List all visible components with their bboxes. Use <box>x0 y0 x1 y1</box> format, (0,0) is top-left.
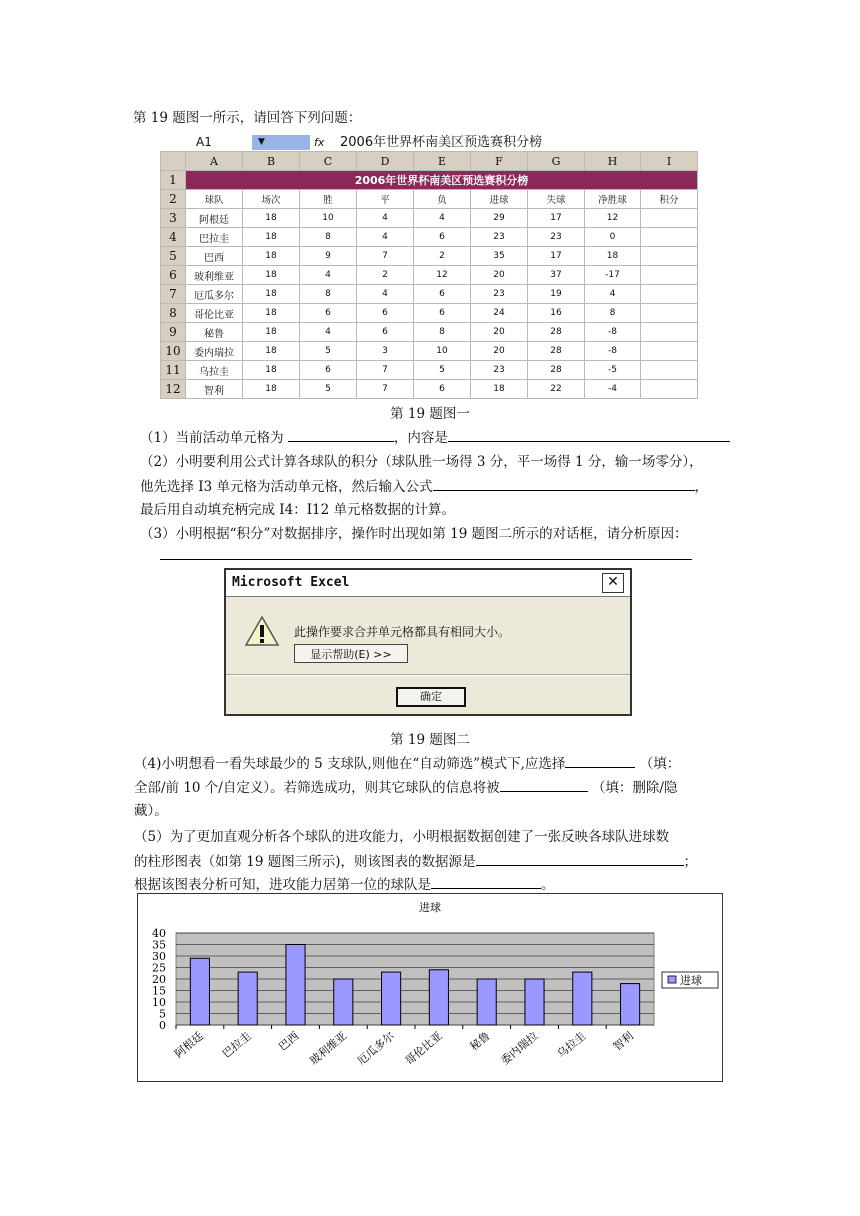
data-cell[interactable]: 28 <box>528 323 585 342</box>
header-cell[interactable]: 净胜球 <box>585 190 641 209</box>
header-cell[interactable]: 积分 <box>641 190 698 209</box>
question-2-line3: 最后用自动填充柄完成 I4：I12 单元格数据的计算。 <box>140 502 456 518</box>
data-cell[interactable]: 8 <box>414 323 471 342</box>
data-cell[interactable]: 20 <box>471 266 528 285</box>
close-icon[interactable]: ✕ <box>602 573 624 593</box>
answer-line-3 <box>160 559 692 560</box>
y-tick-label: 15 <box>152 984 166 998</box>
data-cell[interactable]: 17 <box>528 247 585 266</box>
data-cell[interactable]: 20 <box>471 342 528 361</box>
data-cell[interactable]: 12 <box>414 266 471 285</box>
bar <box>525 979 544 1025</box>
row-header[interactable]: 7 <box>161 285 186 304</box>
question-4-line1 <box>134 752 680 775</box>
data-cell[interactable]: 18 <box>243 266 300 285</box>
formula-bar <box>160 135 700 151</box>
dialog-divider <box>226 674 630 676</box>
data-cell[interactable]: 18 <box>243 323 300 342</box>
x-tick-label: 乌拉圭 <box>554 1029 589 1061</box>
x-tick-label: 阿根廷 <box>172 1029 206 1061</box>
question-intro: 第 19 题图一所示，请回答下列问题： <box>133 110 362 126</box>
data-cell[interactable]: 18 <box>471 380 528 399</box>
data-cell[interactable]: 乌拉圭 <box>186 361 243 380</box>
data-cell[interactable]: 28 <box>528 361 585 380</box>
answer-blank-4a <box>565 752 635 768</box>
question-4-text-c: 全部/前 10 个/自定义）。若筛选成功，则其它球队的信息将被 <box>134 780 500 796</box>
answer-blank-5a <box>476 850 684 866</box>
data-cell[interactable] <box>641 247 698 266</box>
data-cell[interactable] <box>641 266 698 285</box>
legend-label: 进球 <box>680 974 702 987</box>
data-cell[interactable]: 18 <box>585 247 641 266</box>
warning-icon <box>244 614 280 648</box>
data-cell[interactable]: 8 <box>300 285 357 304</box>
data-cell[interactable]: 4 <box>357 209 414 228</box>
data-cell[interactable]: 厄瓜多尔 <box>186 285 243 304</box>
data-cell[interactable]: 6 <box>414 285 471 304</box>
data-cell[interactable] <box>641 323 698 342</box>
y-tick-label: 20 <box>152 973 166 986</box>
y-tick-label: 25 <box>152 961 166 975</box>
question-4-text-a: （4)小明想看一看失球最少的 5 支球队,则他在“自动筛选”模式下,应选择 <box>134 756 566 772</box>
header-cell[interactable]: 负 <box>414 190 471 209</box>
header-cell[interactable]: 场次 <box>243 190 300 209</box>
y-tick-label: 40 <box>152 927 166 940</box>
bar <box>382 972 401 1025</box>
data-cell[interactable]: 6 <box>357 323 414 342</box>
data-cell[interactable]: 5 <box>300 342 357 361</box>
data-cell[interactable]: 6 <box>414 304 471 323</box>
row-header[interactable]: 5 <box>161 247 186 266</box>
sheet-row <box>161 190 698 209</box>
column-header-g[interactable]: G <box>528 152 585 171</box>
data-cell[interactable]: 29 <box>471 209 528 228</box>
column-header-c[interactable]: C <box>300 152 357 171</box>
chart-svg <box>138 894 722 1081</box>
data-cell[interactable]: 18 <box>243 361 300 380</box>
ok-button[interactable]: 确定 <box>396 687 466 707</box>
table-row <box>161 323 698 342</box>
question-5-punct-b: ； <box>683 854 698 870</box>
bar <box>429 970 448 1025</box>
data-cell[interactable]: 5 <box>300 380 357 399</box>
data-cell[interactable]: 秘鲁 <box>186 323 243 342</box>
data-cell[interactable] <box>641 228 698 247</box>
data-cell[interactable]: 8 <box>585 304 641 323</box>
legend-swatch <box>668 976 676 983</box>
data-cell[interactable]: 6 <box>300 304 357 323</box>
data-cell[interactable]: 18 <box>243 285 300 304</box>
data-cell[interactable]: 智利 <box>186 380 243 399</box>
header-cell[interactable]: 胜 <box>300 190 357 209</box>
excel-dialog <box>224 568 632 716</box>
answer-blank-5b <box>431 873 541 889</box>
worksheet-grid <box>160 151 698 399</box>
show-help-button[interactable]: 显示帮助(E) >> <box>294 644 408 663</box>
y-tick-label: 35 <box>152 938 166 952</box>
bar <box>334 979 353 1025</box>
table-row <box>161 285 698 304</box>
data-cell[interactable]: 阿根廷 <box>186 209 243 228</box>
row-header[interactable]: 9 <box>161 323 186 342</box>
bar <box>286 945 305 1026</box>
header-cell[interactable]: 平 <box>357 190 414 209</box>
data-cell[interactable]: -17 <box>585 266 641 285</box>
data-cell[interactable]: 玻利维亚 <box>186 266 243 285</box>
data-cell[interactable]: 4 <box>357 285 414 304</box>
data-cell[interactable]: 9 <box>300 247 357 266</box>
data-cell[interactable]: -8 <box>585 323 641 342</box>
data-cell[interactable]: -8 <box>585 342 641 361</box>
row-header[interactable]: 12 <box>161 380 186 399</box>
data-cell[interactable]: 18 <box>243 304 300 323</box>
data-cell[interactable]: 7 <box>357 247 414 266</box>
answer-blank-1a <box>288 426 394 442</box>
data-cell[interactable]: 20 <box>471 323 528 342</box>
bar <box>238 972 257 1025</box>
header-cell[interactable]: 失球 <box>528 190 585 209</box>
bar <box>621 984 640 1025</box>
y-tick-label: 5 <box>159 1007 166 1021</box>
data-cell[interactable]: 16 <box>528 304 585 323</box>
chart-title: 进球 <box>419 901 441 914</box>
data-cell[interactable]: 6 <box>414 228 471 247</box>
data-cell[interactable]: 22 <box>528 380 585 399</box>
row-header[interactable]: 10 <box>161 342 186 361</box>
data-cell[interactable] <box>641 285 698 304</box>
x-tick-label: 巴拉圭 <box>219 1029 254 1061</box>
column-header-e[interactable]: E <box>414 152 471 171</box>
data-cell[interactable]: 19 <box>528 285 585 304</box>
data-cell[interactable] <box>641 209 698 228</box>
question-2-text: 他先选择 I3 单元格为活动单元格，然后输入公式 <box>140 479 433 495</box>
sheet-row <box>161 171 698 190</box>
fx-icon: fx <box>314 136 325 149</box>
data-cell[interactable]: 10 <box>300 209 357 228</box>
table-row <box>161 361 698 380</box>
y-tick-label: 0 <box>159 1019 166 1032</box>
column-header-h[interactable]: H <box>585 152 641 171</box>
data-cell[interactable]: 巴拉圭 <box>186 228 243 247</box>
data-cell[interactable]: 18 <box>243 247 300 266</box>
data-cell[interactable]: 12 <box>585 209 641 228</box>
figure2-caption: 第 19 题图二 <box>390 732 470 748</box>
header-cell[interactable]: 球队 <box>186 190 243 209</box>
data-cell[interactable]: 18 <box>243 342 300 361</box>
data-cell[interactable]: 17 <box>528 209 585 228</box>
question-5-text-c: 根据该图表分析可知，进攻能力居第一位的球队是 <box>134 877 431 893</box>
data-cell[interactable]: 4 <box>585 285 641 304</box>
data-cell[interactable]: 4 <box>414 209 471 228</box>
data-cell[interactable]: 0 <box>585 228 641 247</box>
table-row <box>161 247 698 266</box>
question-1 <box>140 426 730 449</box>
question-2-line2 <box>140 475 708 498</box>
question-4-text-d: （填：删除/隐 <box>591 780 678 796</box>
goals-bar-chart <box>137 893 723 1082</box>
x-tick-label: 玻利维亚 <box>307 1029 350 1068</box>
question-5-line2 <box>134 850 697 873</box>
question-2-punct: ， <box>694 479 709 495</box>
question-2-line1: （2）小明要利用公式计算各球队的积分（球队胜一场得 3 分，平一场得 1 分，输一场零分）， <box>140 454 703 470</box>
answer-blank-4b <box>500 776 588 792</box>
answer-blank-1b <box>448 426 730 442</box>
name-box[interactable]: A1 <box>196 135 212 149</box>
data-cell[interactable]: 4 <box>300 266 357 285</box>
y-tick-label: 30 <box>152 950 166 963</box>
dialog-titlebar <box>226 570 630 597</box>
formula-content[interactable]: 2006年世界杯南美区预选赛积分榜 <box>340 135 543 150</box>
data-cell[interactable]: -4 <box>585 380 641 399</box>
name-box-dropdown-icon[interactable]: ▼ <box>252 135 310 150</box>
data-cell[interactable]: 37 <box>528 266 585 285</box>
question-4-line3: 藏）。 <box>134 803 168 819</box>
data-cell[interactable]: -5 <box>585 361 641 380</box>
bar <box>190 958 209 1025</box>
x-tick-label: 巴西 <box>276 1029 302 1054</box>
data-cell[interactable]: 10 <box>414 342 471 361</box>
row-header[interactable]: 1 <box>161 171 186 190</box>
data-cell[interactable]: 18 <box>243 228 300 247</box>
data-cell[interactable] <box>641 304 698 323</box>
column-header-d[interactable]: D <box>357 152 414 171</box>
data-cell[interactable]: 23 <box>471 361 528 380</box>
data-cell[interactable]: 6 <box>414 380 471 399</box>
table-row <box>161 342 698 361</box>
data-cell[interactable]: 2 <box>357 266 414 285</box>
column-header-f[interactable]: F <box>471 152 528 171</box>
column-header-i[interactable]: I <box>641 152 698 171</box>
column-header-a[interactable]: A <box>186 152 243 171</box>
x-tick-label: 智利 <box>610 1029 637 1054</box>
x-tick-label: 委内瑞拉 <box>498 1029 541 1068</box>
question-3: （3）小明根据“积分”对数据排序，操作时出现如第 19 题图二所示的对话框，请分析原因： <box>140 526 688 542</box>
row-header[interactable]: 6 <box>161 266 186 285</box>
data-cell[interactable]: 23 <box>528 228 585 247</box>
data-cell[interactable]: 6 <box>357 304 414 323</box>
data-cell[interactable]: 委内瑞拉 <box>186 342 243 361</box>
y-tick-label: 10 <box>152 996 166 1009</box>
data-cell[interactable]: 5 <box>414 361 471 380</box>
table-row <box>161 380 698 399</box>
data-cell[interactable]: 23 <box>471 285 528 304</box>
data-cell[interactable]: 8 <box>300 228 357 247</box>
question-4-text-b: （填： <box>639 756 681 772</box>
question-1-text-b: ，内容是 <box>393 430 448 446</box>
bar <box>477 979 496 1025</box>
header-cell[interactable]: 进球 <box>471 190 528 209</box>
bar <box>573 972 592 1025</box>
data-cell[interactable]: 4 <box>357 228 414 247</box>
row-header[interactable]: 2 <box>161 190 186 209</box>
dialog-message: 此操作要求合并单元格都具有相同大小。 <box>294 625 511 639</box>
spreadsheet-figure <box>160 135 700 399</box>
answer-blank-2 <box>433 475 695 491</box>
data-cell[interactable]: 23 <box>471 228 528 247</box>
row-header[interactable]: 8 <box>161 304 186 323</box>
table-row <box>161 266 698 285</box>
question-1-text-a: （1）当前活动单元格为 <box>140 430 284 446</box>
table-row <box>161 228 698 247</box>
data-cell[interactable] <box>641 342 698 361</box>
data-cell[interactable]: 18 <box>243 209 300 228</box>
select-all-corner[interactable] <box>161 152 186 171</box>
dialog-title: Microsoft Excel <box>232 575 350 590</box>
data-cell[interactable] <box>641 380 698 399</box>
column-header-b[interactable]: B <box>243 152 300 171</box>
figure1-caption: 第 19 题图一 <box>390 406 470 422</box>
data-cell[interactable]: 巴西 <box>186 247 243 266</box>
x-tick-label: 厄瓜多尔 <box>354 1029 398 1068</box>
data-cell[interactable] <box>641 361 698 380</box>
question-5-punct-c: 。 <box>541 877 555 893</box>
row-header[interactable]: 11 <box>161 361 186 380</box>
x-tick-label: 哥伦比亚 <box>402 1029 445 1068</box>
data-cell[interactable]: 6 <box>300 361 357 380</box>
data-cell[interactable]: 哥伦比亚 <box>186 304 243 323</box>
row-header[interactable]: 3 <box>161 209 186 228</box>
data-cell[interactable]: 7 <box>357 380 414 399</box>
data-cell[interactable]: 4 <box>300 323 357 342</box>
data-cell[interactable]: 24 <box>471 304 528 323</box>
merged-title-cell[interactable]: 2006年世界杯南美区预选赛积分榜 <box>186 171 698 190</box>
question-5-line1: （5）为了更加直观分析各个球队的进攻能力，小明根据数据创建了一张反映各球队进球数 <box>134 829 670 845</box>
question-4-line2 <box>134 776 677 799</box>
data-cell[interactable]: 28 <box>528 342 585 361</box>
data-cell[interactable]: 7 <box>357 361 414 380</box>
table-row <box>161 304 698 323</box>
data-cell[interactable]: 18 <box>243 380 300 399</box>
row-header[interactable]: 4 <box>161 228 186 247</box>
x-tick-label: 秘鲁 <box>467 1029 493 1054</box>
question-5-text-b: 的柱形图表（如第 19 题图三所示)，则该图表的数据源是 <box>134 854 476 870</box>
table-row <box>161 209 698 228</box>
data-cell[interactable]: 2 <box>414 247 471 266</box>
data-cell[interactable]: 35 <box>471 247 528 266</box>
data-cell[interactable]: 3 <box>357 342 414 361</box>
